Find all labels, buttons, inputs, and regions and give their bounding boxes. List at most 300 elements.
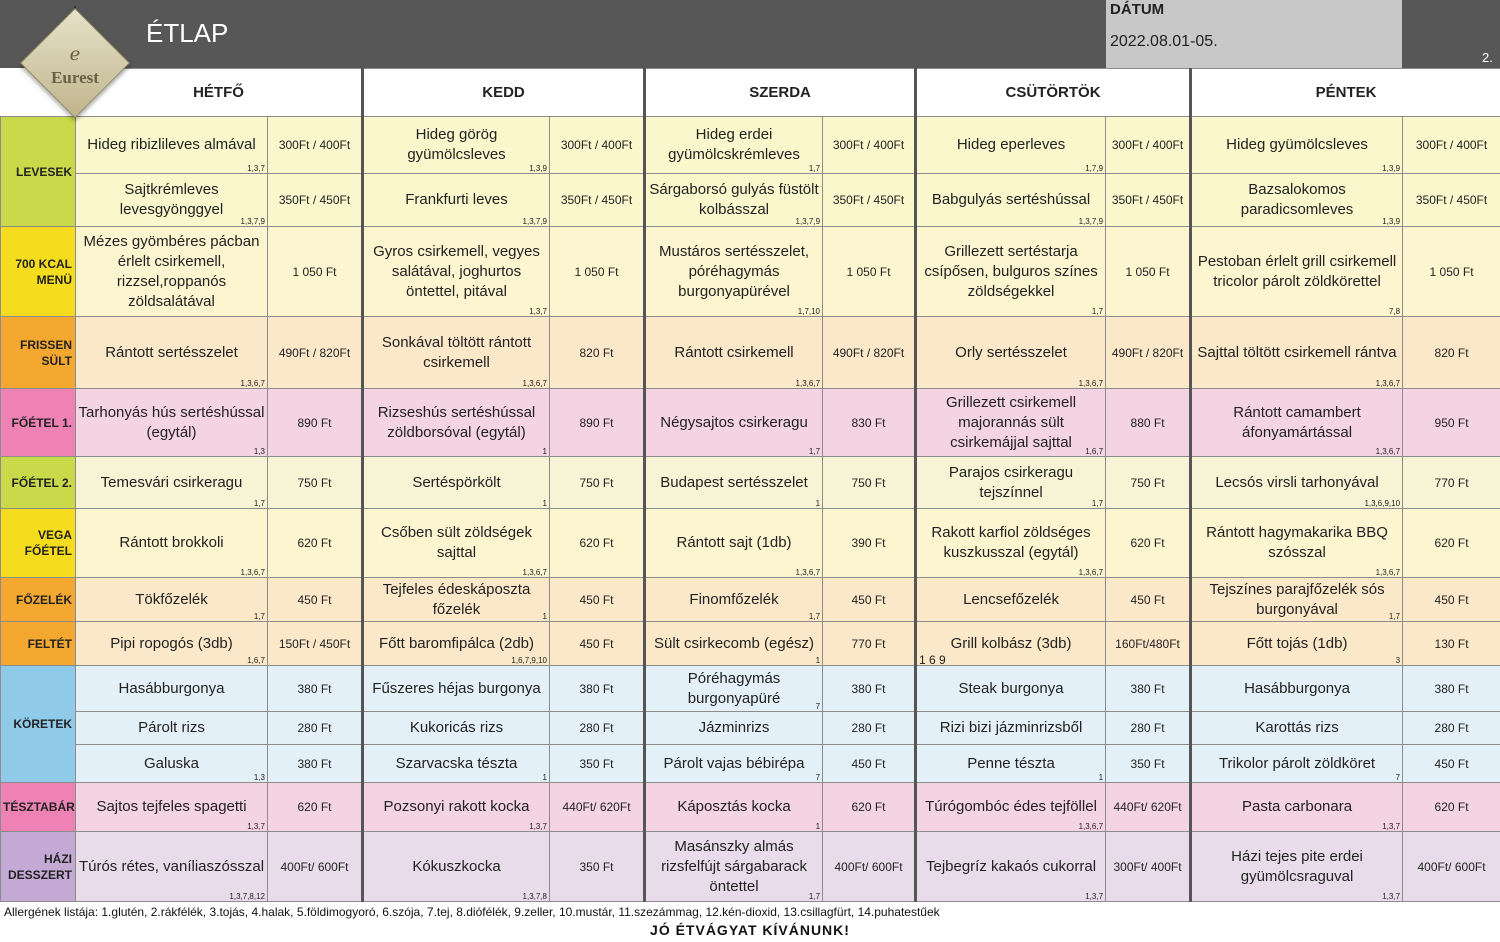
allergen-codes: 1,3,7 [247,164,265,173]
category-label: 700 KCAL MENÜ [1,227,76,317]
dish-name [1191,578,1403,622]
allergen-codes: 7 [815,773,821,782]
allergen-codes: 1,3,6,9,10 [1364,499,1401,508]
dish-price: 390 Ft [823,509,916,578]
dish-name-text: Budapest sertésszelet [660,473,808,491]
dish-price: 300Ft / 400Ft [823,117,916,174]
dish-name-text: Házi tejes pite erdei gyümölcsraguval [1231,847,1363,885]
allergen-codes: 7 [815,702,821,711]
dish-price: 450 Ft [268,578,363,622]
dish-name-text: Rizi bizi jázminrizsből [939,719,1083,736]
day-header: HÉTFŐ [76,69,363,117]
dish-name [645,117,823,174]
date-box [1106,0,1402,68]
dish-name-text: Túrógombóc édes tejföllel [925,798,1097,815]
dish-name [363,509,550,578]
dish-price: 450 Ft [550,622,645,666]
dish-price: 350 Ft [550,745,645,783]
dish-price: 750 Ft [823,457,916,509]
dish-name-text: Hasábburgonya [1244,679,1350,697]
allergen-codes: 1,3,6,7 [1078,822,1104,831]
allergen-list: Allergének listája: 1.glutén, 2.rákfélék, 3.tojás, 4.halak, 5.földimogyoró, 6.szója, 7.tej, 8.diófélék, 9.zeller, 10.mustár, 11.szezámmag, 12.kén-dioxid, 13.csillagfürt, 14.puhatestűek [4,905,940,919]
dish-name [363,622,550,666]
menu-row-koret1 [1,666,1500,712]
dish-name-text: Hideg ribizlileves almával [87,136,256,153]
dish-price: 400Ft/ 600Ft [1403,832,1500,902]
dish-name-text: Sertéspörkölt [412,473,501,491]
dish-name-text: Gyros csirkemell, vegyes salátával, joghurtos öntettel, pitával [373,242,540,300]
page-title: ÉTLAP [146,18,229,48]
dish-name-text: Hideg gyümölcsleves [1226,136,1368,153]
dish-name [645,832,823,902]
menu-row-foetel2 [1,457,1500,509]
dish-name [916,578,1106,622]
dish-price: 620 Ft [823,783,916,832]
dish-name-text: Trikolor párolt zöldköret [1218,754,1376,772]
dish-name-text: Masánszky almás rizsfelfújt sárgabarack öntettel [661,837,807,895]
dish-name [1191,317,1403,389]
dish-price: 380 Ft [823,666,916,712]
dish-name-text: Kókuszkocka [412,857,501,875]
dish-name [363,117,550,174]
dish-price: 450 Ft [1403,578,1500,622]
dish-name [916,317,1106,389]
dish-name [916,712,1106,745]
dish-name [1191,666,1403,712]
dish-name-text: Hideg görög gyümölcsleves [407,126,506,163]
dish-price: 440Ft/ 620Ft [1106,783,1191,832]
allergen-codes: 7 [1395,773,1401,782]
allergen-codes: 1,7 [808,612,821,621]
dish-name-text: Főtt baromfipálca (2db) [378,634,535,652]
dish-name [916,227,1106,317]
allergen-codes: 1,3,7 [247,822,265,831]
dish-price: 890 Ft [268,389,363,457]
dish-name [363,174,550,227]
dish-price: 380 Ft [550,666,645,712]
dish-name-text: Párolt vajas bébirépa [663,754,805,772]
menu-row-kcal [1,227,1500,317]
dish-name-text: Sonkával töltött rántott csirkemell [381,333,532,371]
allergen-codes: 1,3,6,7 [1078,379,1104,388]
dish-name-text: Sült csirkecomb (egész) [653,634,815,652]
dish-price: 1 050 Ft [550,227,645,317]
dish-name [645,457,823,509]
dish-name [645,389,823,457]
dish-name [76,227,268,317]
allergen-codes: 1 [542,447,547,456]
dish-name [76,509,268,578]
dish-price: 350Ft / 450Ft [823,174,916,227]
dish-price: 400Ft/ 600Ft [268,832,363,902]
dish-name [916,666,1106,712]
menu-row-leves2 [1,174,1500,227]
dish-name-text: Túrós rétes, vaníliaszósszal [78,857,265,875]
allergen-codes: 1,7,10 [797,307,821,316]
dish-price: 300Ft / 400Ft [268,117,363,174]
dish-price: 1 050 Ft [823,227,916,317]
dish-name [76,745,268,783]
dish-name [1191,712,1403,745]
category-label: HÁZI DESSZERT [1,832,76,902]
dish-name [916,745,1106,783]
allergen-codes: 1,3 [253,447,265,456]
allergen-codes: 1 [815,822,821,831]
dish-price: 280 Ft [1403,712,1500,745]
allergen-codes: 1,3,6,7 [240,568,265,577]
day-header-row [1,69,1500,117]
category-label: FRISSEN SÜLT [1,317,76,389]
dish-name-text: Pasta carbonara [1241,798,1353,815]
allergen-codes: 1,7 [1091,499,1104,508]
dish-price: 130 Ft [1403,622,1500,666]
dish-name-text: Rántott sajt (1db) [676,534,792,551]
dish-name [645,174,823,227]
dish-price: 490Ft / 820Ft [268,317,363,389]
day-header: KEDD [363,69,645,117]
allergen-codes: 1 [542,612,547,621]
allergen-codes: 1,3,7 [529,307,547,316]
dish-name [1191,174,1403,227]
dish-price: 880 Ft [1106,389,1191,457]
dish-name-text: Sajttal töltött csirkemell rántva [1197,343,1397,361]
dish-price: 750 Ft [1106,457,1191,509]
menu-row-desszert [1,832,1500,902]
dish-name-text: Steak burgonya [958,679,1064,697]
dish-price: 820 Ft [1403,317,1500,389]
category-label: FŐZELÉK [1,578,76,622]
dish-name-text: Grillezett csirkemell majorannás sült csirkemájjal sajttal [946,393,1077,451]
dish-price: 770 Ft [823,622,916,666]
category-label: TÉSZTABÁR [1,783,76,832]
allergen-codes: 1,3,7,9 [240,217,265,226]
dish-name-text: Sárgaborsó gulyás füstölt kolbásszal [649,181,819,218]
menu-row-leves1 [1,117,1500,174]
dish-name-text: Rántott csirkemell [674,343,794,361]
allergen-codes: 1,3,7,8,12 [229,892,265,901]
allergen-codes: 1,3,9 [1382,217,1401,226]
dish-price: 400Ft/ 600Ft [823,832,916,902]
dish-name-text: Póréhagymás burgonyapüré [687,669,781,707]
dish-name [1191,745,1403,783]
allergen-codes: 1,3,6,7 [1375,379,1401,388]
dish-price: 300Ft / 400Ft [1106,117,1191,174]
category-label: FELTÉT [1,622,76,666]
allergen-codes: 1,3,6,7 [522,379,547,388]
dish-name-text: Mustáros sertésszelet, póréhagymás burgonyapürével [658,242,810,300]
dish-name [645,783,823,832]
dish-price: 280 Ft [1106,712,1191,745]
allergen-codes: 1,3,7,8 [522,892,547,901]
allergen-codes: 1,7 [1388,612,1401,621]
dish-name-text: Hideg eperleves [956,136,1066,153]
dish-price: 300Ft/ 400Ft [1106,832,1191,902]
dish-price: 350 Ft [1106,745,1191,783]
dish-price: 1 050 Ft [1106,227,1191,317]
dish-name [76,712,268,745]
dish-price: 300Ft / 400Ft [550,117,645,174]
dish-name-text: Mézes gyömbéres pácban érlelt csirkemell, rizzsel,roppanós zöldsalátával [83,232,260,310]
dish-name [1191,389,1403,457]
dish-name-text: Sajtos tejfeles spagetti [96,798,247,815]
dish-name-text: Parajos csirkeragu tejszínnel [948,463,1074,501]
dish-price: 750 Ft [550,457,645,509]
dish-name [1191,117,1403,174]
dish-price: 350Ft / 450Ft [550,174,645,227]
dish-name [76,666,268,712]
dish-name [916,117,1106,174]
dish-name [1191,509,1403,578]
dish-name-text: Négysajtos csirkeragu [660,413,808,431]
dish-price: 350Ft / 450Ft [268,174,363,227]
dish-name [916,622,1106,666]
dish-name [363,457,550,509]
day-header: CSÜTÖRTÖK [916,69,1191,117]
dish-name-text: Grill kolbász (3db) [950,634,1072,652]
dish-name [645,745,823,783]
dish-name-text: Tejszínes parajfőzelék sós burgonyával [1209,580,1385,618]
dish-name-text: Frankfurti leves [405,191,508,208]
allergen-codes: 1,3,6,7 [795,379,821,388]
dish-name-text: Tejfeles édeskáposzta főzelék [382,580,531,618]
dish-name [1191,832,1403,902]
dish-name-text: Fűszeres héjas burgonya [372,679,541,697]
dish-price: 450 Ft [823,745,916,783]
allergen-codes: 7,8 [1388,307,1401,316]
dish-name [363,745,550,783]
allergen-codes: 1,7 [808,447,821,456]
allergen-codes: 1,7 [808,892,821,901]
dish-price: 1 050 Ft [1403,227,1500,317]
dish-name-text: Tejbegríz kakaós cukorral [925,857,1097,875]
dish-price: 280 Ft [823,712,916,745]
allergen-codes: 1,7,9 [1085,164,1104,173]
dish-price: 770 Ft [1403,457,1500,509]
dish-name-text: Grillezett sertéstarja csípősen, bulguros színes zöldségekkel [924,242,1098,300]
category-label: LEVESEK [1,117,76,227]
dish-price: 450 Ft [550,578,645,622]
dish-name-text: Párolt rizs [138,719,205,736]
dish-price: 150Ft / 450Ft [268,622,363,666]
logo-text: Eurest [51,68,99,87]
dish-name-text: Karottás rizs [1255,719,1339,736]
allergen-codes: 1,7 [253,612,265,621]
dish-name-text: Szarvacska tészta [395,754,518,772]
dish-name [1191,227,1403,317]
logo-mark-icon: ℯ [69,44,81,64]
allergen-codes: 1,3,7 [1382,822,1401,831]
dish-name [645,317,823,389]
dish-price: 490Ft / 820Ft [1106,317,1191,389]
dish-name-text: Orly sertésszelet [955,343,1067,361]
dish-name-text: Jázminrizs [698,719,770,736]
dish-name [76,389,268,457]
menu-row-koret2 [1,712,1500,745]
dish-price: 280 Ft [550,712,645,745]
dish-price: 440Ft/ 620Ft [550,783,645,832]
menu-row-fozelek [1,578,1500,622]
dish-name-text: Kukoricás rizs [409,719,504,736]
dish-name [363,832,550,902]
dish-name-text: Pipi ropogós (3db) [110,634,233,652]
dish-name-text: Bazsalokomos paradicsomleves [1240,181,1354,218]
dish-name [916,174,1106,227]
dish-price: 820 Ft [550,317,645,389]
dish-price: 1 050 Ft [268,227,363,317]
dish-name [76,578,268,622]
dish-price: 620 Ft [1403,783,1500,832]
dish-price: 890 Ft [550,389,645,457]
allergen-codes: 1,6,7,9,10 [511,656,547,665]
allergen-codes: 3 [1395,656,1401,665]
page-number: 2. [1482,50,1493,65]
allergen-codes: 1,3,7,9 [522,217,547,226]
dish-name [916,783,1106,832]
dish-name [76,317,268,389]
dish-name [916,457,1106,509]
allergen-codes: 1,7 [253,499,265,508]
dish-name [916,509,1106,578]
date-label: DÁTUM [1110,1,1165,18]
dish-price: 620 Ft [268,783,363,832]
dish-price: 830 Ft [823,389,916,457]
dish-price: 300Ft / 400Ft [1403,117,1500,174]
dish-name [645,509,823,578]
dish-name-text: Pestoban érlelt grill csirkemell tricolor párolt zöldkörettel [1197,252,1397,290]
menu-row-koret3 [1,745,1500,783]
menu-row-feltet [1,622,1500,666]
category-label: FŐÉTEL 1. [1,389,76,457]
dish-name [645,578,823,622]
dish-name [76,457,268,509]
allergen-codes: 1,3,6,7 [240,379,265,388]
date-value: 2022.08.01-05. [1110,33,1218,50]
allergen-codes: 1,3,9 [529,164,547,173]
dish-name-text: Lecsós virsli tarhonyával [1215,473,1379,491]
dish-price: 490Ft / 820Ft [823,317,916,389]
dish-price: 280 Ft [268,712,363,745]
dish-name [363,227,550,317]
allergen-codes: 1,3,7,9 [795,217,821,226]
dish-name [916,832,1106,902]
allergen-codes: 1,3,6,7 [1375,447,1401,456]
dish-price: 350Ft / 450Ft [1106,174,1191,227]
dish-name-text: Babgulyás sertéshússal [931,191,1091,208]
dish-name-text: Sajtkrémleves levesgyönggyel [119,181,224,218]
allergen-codes: 1 6 9 [919,653,946,666]
dish-price: 620 Ft [1403,509,1500,578]
menu-table [0,68,1500,902]
allergen-codes: 1 [1098,773,1104,782]
dish-name-text: Rántott hagymakarika BBQ szósszal [1206,524,1388,561]
dish-name [76,117,268,174]
menu-row-frissen [1,317,1500,389]
allergen-codes: 1,3,7 [1382,892,1401,901]
allergen-codes: 1,3,7 [529,822,547,831]
dish-name-text: Káposztás kocka [677,798,791,815]
dish-name-text: Főtt tojás (1db) [1246,634,1348,652]
dish-name-text: Rizseshús sertéshússal zöldborsóval (egytál) [377,403,536,441]
dish-name [363,578,550,622]
dish-name [76,174,268,227]
allergen-codes: 1,7 [808,164,821,173]
dish-price: 620 Ft [268,509,363,578]
dish-name [76,783,268,832]
category-label: FŐÉTEL 2. [1,457,76,509]
dish-name-text: Galuska [143,754,200,772]
menu-row-teszta [1,783,1500,832]
allergen-codes: 1,3,6,7 [795,568,821,577]
dish-name [645,227,823,317]
dish-name-text: Tökfőzelék [135,590,208,608]
allergen-codes: 1 [542,773,547,782]
dish-name [363,666,550,712]
dish-price: 350Ft / 450Ft [1403,174,1500,227]
dish-name [645,622,823,666]
closing-wish: JÓ ÉTVÁGYAT KÍVÁNUNK! [650,922,850,938]
dish-name [363,317,550,389]
menu-row-foetel1 [1,389,1500,457]
allergen-codes: 1,3,6,7 [522,568,547,577]
allergen-codes: 1,6,7 [247,656,265,665]
dish-name [1191,457,1403,509]
dish-name [1191,783,1403,832]
day-header: SZERDA [645,69,916,117]
dish-price: 450 Ft [1106,578,1191,622]
dish-price: 620 Ft [1106,509,1191,578]
dish-price: 750 Ft [268,457,363,509]
dish-name-text: Temesvári csirkeragu [100,473,243,491]
dish-price: 350 Ft [550,832,645,902]
dish-name [76,832,268,902]
dish-name [645,666,823,712]
category-label: KÖRETEK [1,666,76,783]
dish-name-text: Hasábburgonya [118,679,225,697]
dish-name [916,389,1106,457]
allergen-codes: 1,3,6,7 [1375,568,1401,577]
dish-name [76,622,268,666]
category-label: VEGA FŐÉTEL [1,509,76,578]
dish-name [1191,622,1403,666]
dish-price: 380 Ft [1106,666,1191,712]
dish-price: 450 Ft [823,578,916,622]
dish-name-text: Pozsonyi rakott kocka [383,798,530,815]
dish-price: 160Ft/480Ft [1106,622,1191,666]
allergen-codes: 1 [815,656,821,665]
dish-name-text: Rakott karfiol zöldséges kuszkusszal (egytál) [931,524,1091,561]
allergen-codes: 1,3,9 [1382,164,1401,173]
allergen-codes: 1,3 [253,773,265,782]
dish-name-text: Rántott sertésszelet [105,343,238,361]
dish-name [363,712,550,745]
allergen-codes: 1,6,7 [1085,447,1104,456]
dish-price: 620 Ft [550,509,645,578]
dish-name-text: Hideg erdei gyümölcskrémleves [668,126,800,163]
dish-name-text: Lencsefőzelék [963,590,1059,608]
menu-row-vega [1,509,1500,578]
dish-name [363,389,550,457]
dish-price: 950 Ft [1403,389,1500,457]
dish-name-text: Tarhonyás hús sertéshússal (egytál) [78,403,265,441]
allergen-codes: 1,3,7,9 [1078,217,1104,226]
dish-name [645,712,823,745]
allergen-codes: 1,3,6,7 [1078,568,1104,577]
allergen-codes: 1 [542,499,547,508]
dish-name-text: Penne tészta [967,754,1055,772]
eurest-logo [14,6,136,124]
dish-name-text: Rántott camambert áfonyamártással [1233,403,1361,441]
allergen-codes: 1,7 [1091,307,1104,316]
